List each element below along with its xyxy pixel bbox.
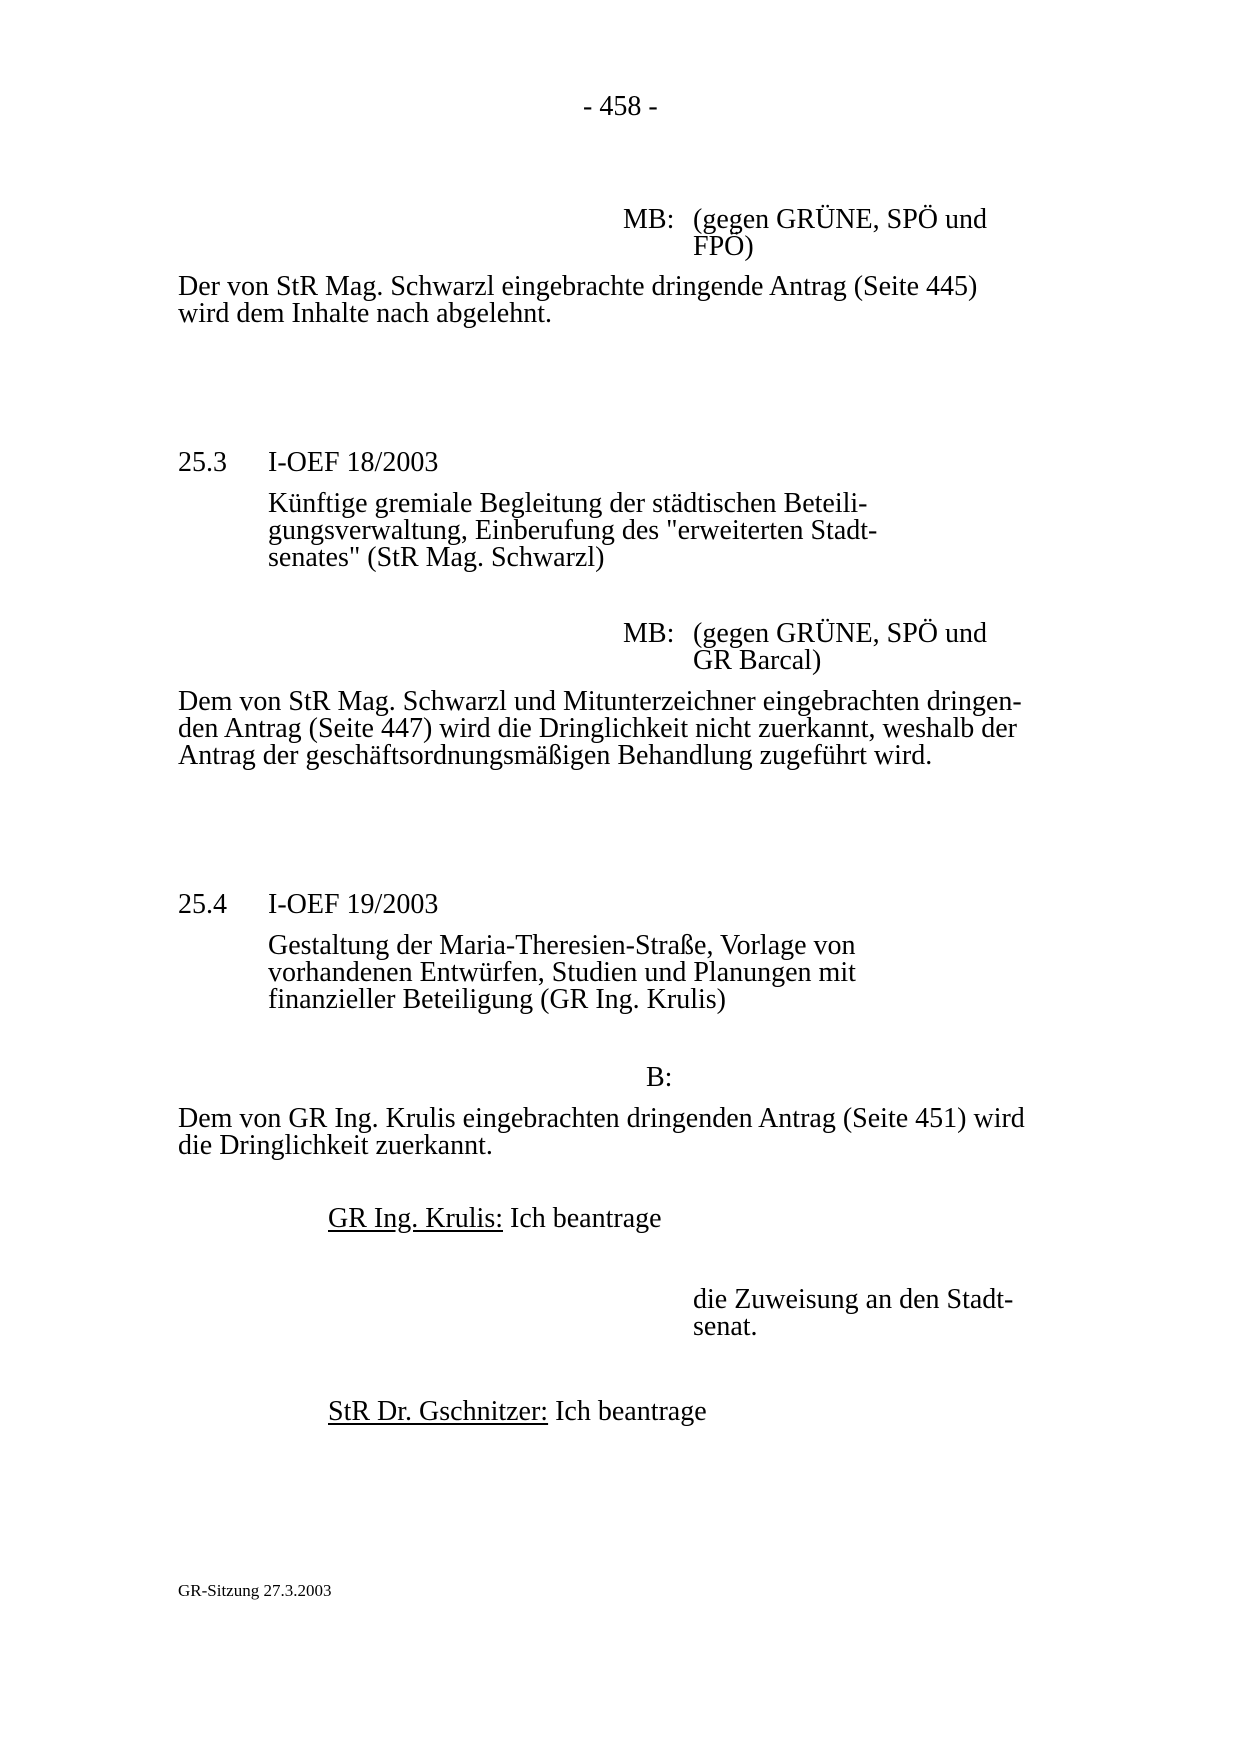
decision-line: Dem von GR Ing. Krulis eingebrachten dringenden Antrag (Seite 451) wird — [178, 1103, 1025, 1134]
speech-text: Ich beantrage — [503, 1203, 662, 1234]
decision-line: den Antrag (Seite 447) wird die Dringlichkeit nicht zuerkannt, weshalb der — [178, 713, 1017, 744]
decision-line: Antrag der geschäftsordnungsmäßigen Behandlung zugeführt wird. — [178, 740, 933, 771]
vote-detail-line: FPÖ) — [693, 231, 754, 262]
speech-statement — [328, 1205, 662, 1232]
agenda-item-number: 25.3 — [178, 447, 227, 478]
page-number: - 458 - — [583, 91, 658, 122]
vote-detail-line: (gegen GRÜNE, SPÖ und — [693, 204, 987, 235]
agenda-item-number: 25.4 — [178, 889, 227, 920]
decision-line: Der von StR Mag. Schwarzl eingebrachte dringende Antrag (Seite 445) — [178, 271, 978, 302]
decision-line: wird dem Inhalte nach abgelehnt. — [178, 298, 552, 329]
speaker-name: GR Ing. Krulis: — [328, 1203, 503, 1234]
speech-statement — [328, 1398, 707, 1425]
speech-text: Ich beantrage — [548, 1396, 707, 1427]
decision-line: Dem von StR Mag. Schwarzl und Mitunterzeichner eingebrachten dringen- — [178, 686, 1022, 717]
speaker-name: StR Dr. Gschnitzer: — [328, 1396, 549, 1427]
agenda-item-description: Künftige gremiale Begleitung der städtischen Beteili- — [268, 488, 868, 519]
agenda-item-code: I-OEF 19/2003 — [268, 889, 439, 920]
page-footer: GR-Sitzung 27.3.2003 — [178, 1581, 332, 1600]
vote-detail-line: GR Barcal) — [693, 645, 822, 676]
vote-label: B: — [646, 1062, 673, 1093]
agenda-item-description: Gestaltung der Maria-Theresien-Straße, Vorlage von — [268, 930, 856, 961]
agenda-item-description: vorhandenen Entwürfen, Studien und Planungen mit — [268, 957, 856, 988]
vote-label: MB: — [623, 204, 675, 235]
agenda-item-description: finanzieller Beteiligung (GR Ing. Krulis) — [268, 984, 726, 1015]
motion-line: die Zuweisung an den Stadt- — [693, 1284, 1014, 1315]
decision-line: die Dringlichkeit zuerkannt. — [178, 1130, 493, 1161]
vote-detail-line: (gegen GRÜNE, SPÖ und — [693, 618, 987, 649]
vote-label: MB: — [623, 618, 675, 649]
agenda-item-description: senates" (StR Mag. Schwarzl) — [268, 542, 605, 573]
agenda-item-description: gungsverwaltung, Einberufung des "erweiterten Stadt- — [268, 515, 878, 546]
motion-line: senat. — [693, 1311, 758, 1342]
agenda-item-code: I-OEF 18/2003 — [268, 447, 439, 478]
